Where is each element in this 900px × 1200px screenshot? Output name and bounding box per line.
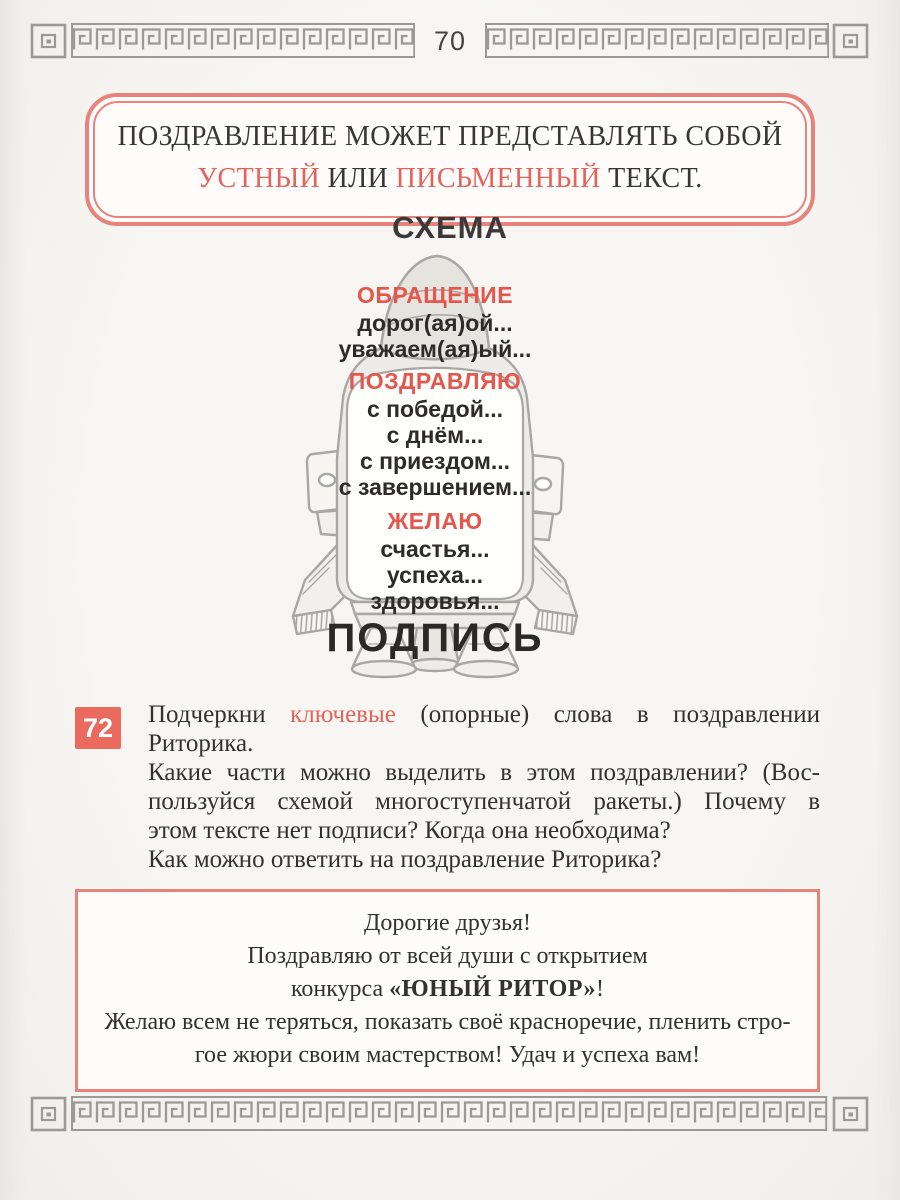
title-word-tekst: ТЕКСТ. xyxy=(600,163,703,194)
exercise-intro-post: (опорные) слова в поздравлении xyxy=(395,701,820,728)
exercise-line: Риторика. xyxy=(148,730,254,757)
exercise-72 xyxy=(75,700,820,874)
page-border-bottom xyxy=(30,1095,870,1133)
rocket-item: счастья... xyxy=(380,536,490,562)
title-word-ili: ИЛИ xyxy=(320,163,396,194)
exercise-line: этом тексте нет подписи? Когда она необходима? xyxy=(148,817,671,844)
rocket-item: с днём... xyxy=(386,422,484,448)
title-word-pismenny: ПИСЬМЕННЫЙ xyxy=(395,163,601,194)
exercise-keyword-highlight: ключевые xyxy=(290,701,396,728)
rocket-item: успеха... xyxy=(386,562,484,588)
rocket-section-heading: ОБРАЩЕНИЕ xyxy=(356,282,514,308)
exercise-number-badge: 72 xyxy=(75,707,121,749)
title-box xyxy=(85,93,815,226)
rocket-item: уважаем(ая)ый... xyxy=(338,336,532,362)
example-line xyxy=(88,973,807,1006)
page-number: 70 xyxy=(433,25,467,56)
rocket-section-heading: ЖЕЛАЮ xyxy=(387,508,483,534)
rocket-section-obrashchenie xyxy=(285,282,585,362)
title-line-2 xyxy=(113,158,787,200)
rocket-signature-label: ПОДПИСЬ xyxy=(326,616,544,660)
contest-line-post: ! xyxy=(596,976,605,1002)
border-endcap-icon xyxy=(30,22,68,60)
border-endcap-icon xyxy=(30,1095,68,1133)
example-line: Дорогие друзья! xyxy=(363,910,532,936)
rocket-item: с приездом... xyxy=(359,448,511,474)
rocket-item: здоровья... xyxy=(370,588,500,614)
rocket-item: дорог(ая)ой... xyxy=(357,310,513,336)
rocket-schema xyxy=(285,248,585,688)
rocket-section-zhelayu xyxy=(285,508,585,614)
exercise-line: Какие части можно выделить в этом поздравлении? (Вос- xyxy=(148,759,820,786)
schema-heading: СХЕМА xyxy=(392,210,508,245)
exercise-text xyxy=(148,700,820,874)
border-endcap-icon xyxy=(832,22,870,60)
example-box xyxy=(75,889,820,1092)
example-line: гое жюри своим мастерством! Удач и успеха вам! xyxy=(194,1042,701,1068)
title-line-1: ПОЗДРАВЛЕНИЕ МОЖЕТ ПРЕДСТАВЛЯТЬ СОБОЙ xyxy=(117,121,783,152)
exercise-intro-pre: Подчеркни xyxy=(148,701,291,728)
rocket-section-heading: ПОЗДРАВЛЯЮ xyxy=(348,368,522,394)
rocket-item: с завершением... xyxy=(338,474,532,500)
rocket-item: с победой... xyxy=(366,396,504,422)
page-border-top xyxy=(30,22,870,60)
example-line: Поздравляю от всей души с открытием xyxy=(247,943,648,969)
rocket-section-pozdravlyayu xyxy=(285,368,585,500)
contest-name: «ЮНЫЙ РИТОР» xyxy=(389,976,597,1002)
exercise-line xyxy=(148,700,820,729)
greek-key-pattern xyxy=(485,22,829,60)
contest-line-pre: конкурса xyxy=(290,976,390,1002)
exercise-line: пользуйся схемой многоступенчатой ракеты.) Почему в xyxy=(148,788,820,815)
border-endcap-icon xyxy=(832,1095,870,1133)
title-word-ustny: УСТНЫЙ xyxy=(197,163,321,194)
exercise-line: Как можно ответить на поздравление Риторика? xyxy=(148,846,662,873)
greek-key-pattern xyxy=(71,1095,829,1133)
example-line: Желаю всем не теряться, показать своё красноречие, пленить стро- xyxy=(104,1009,791,1035)
greek-key-pattern xyxy=(71,22,415,60)
